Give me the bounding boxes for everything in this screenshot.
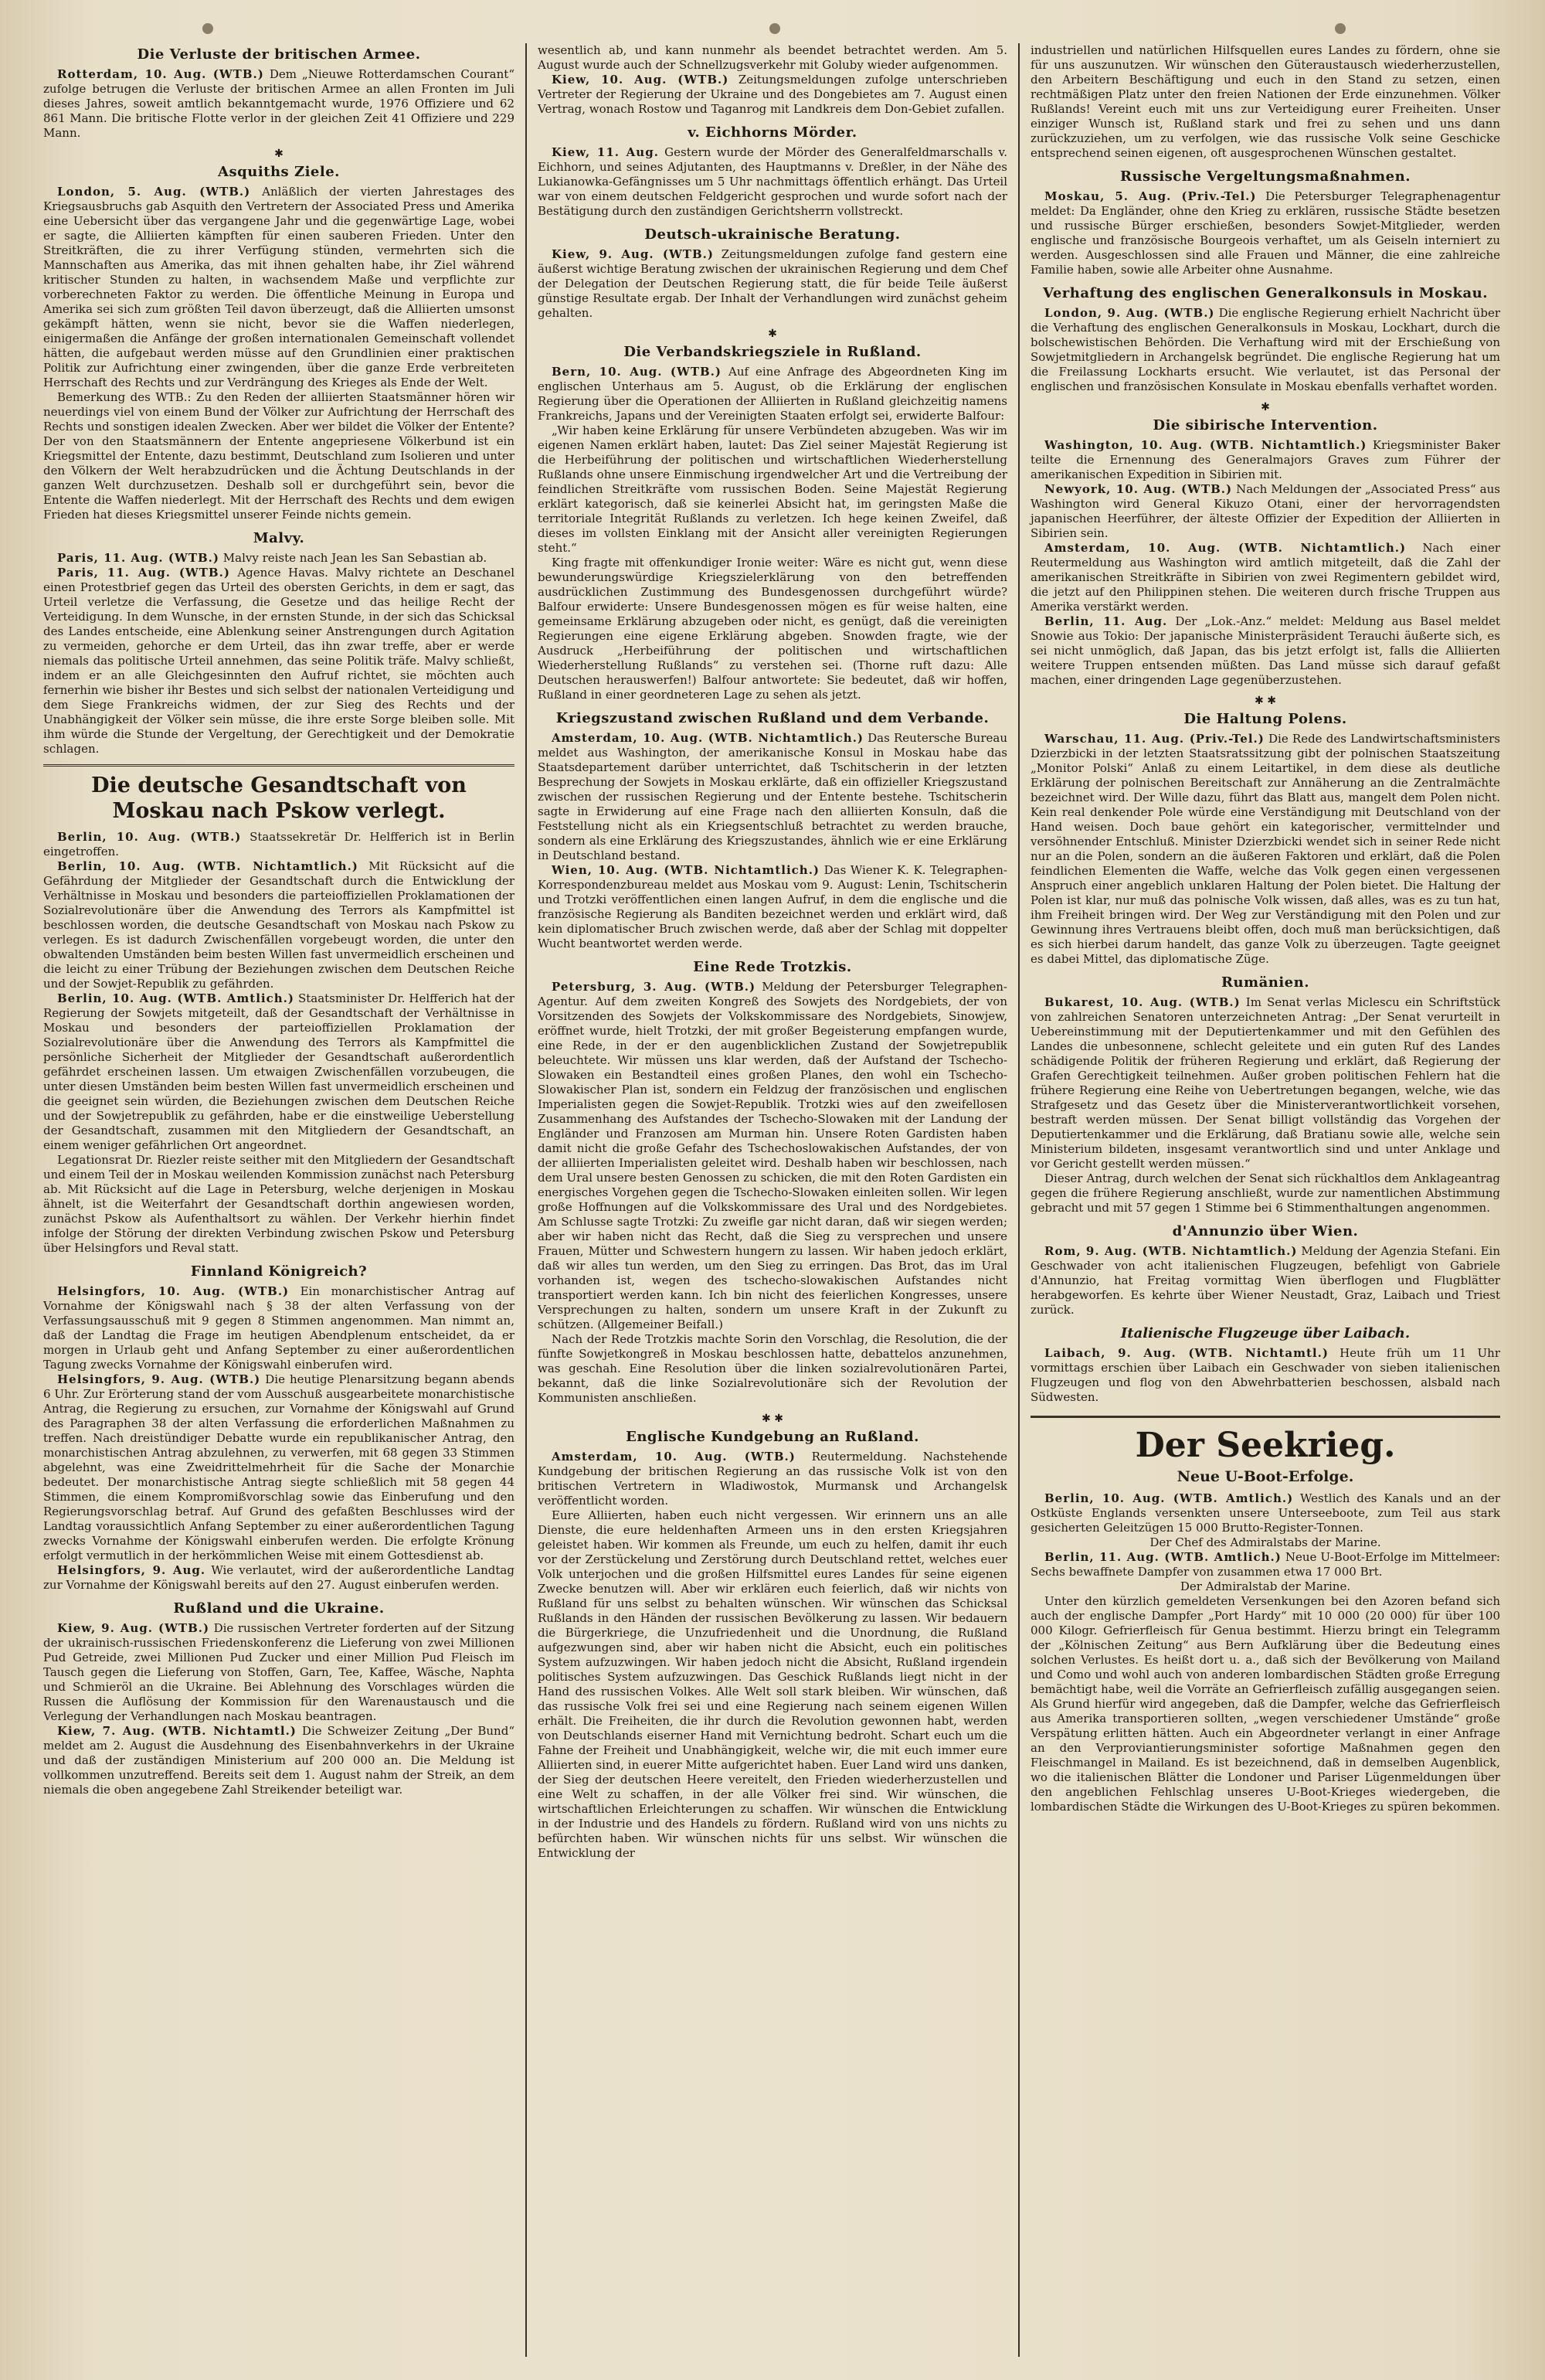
article-russia-ukraine [43,1600,514,1797]
dateline: Kiew, 9. Aug. (WTB.) [552,247,714,261]
headline: Italienische Flugzeuge über Laibach. [1120,1325,1411,1341]
paragraph [1031,438,1500,482]
body-text: Die Petersburger Telegraphenagentur meldet: Da Engländer, ohne den Krieg zu erklären, russische Städte besetzen und russische Bürger erschießen, besonders Sowjet-Mitglieder, werden englische und französische Bourgeois verhaftet, um als Geiseln interniert zu werden. Ausgeschlossen sind alle Frauen und Männer, die eine zahlreiche Familie haben, sowie alle Arbeiter ohne Ausnahme. [1031,189,1500,277]
paragraph [1031,189,1500,277]
body-text: Der „Lok.-Anz.“ meldet: Meldung aus Basel meldet Snowie aus Tokio: Der japanische Ministerpräsident Terauchi äußerte sich, es sei nicht unmöglich, daß Japan, das bis jetzt erfolgt ist, falls die Alliierten weitere Truppen entsenden müßten. Das Land müsse sich darauf gefaßt machen, einer dringenden Lage gegenüberzustehen. [1031,614,1501,687]
paragraph [1031,1244,1500,1318]
paragraph [538,145,1007,219]
paragraph [43,830,514,859]
paragraph [43,1563,514,1593]
headline: Englische Kundgebung an Rußland. [626,1429,919,1445]
paragraph [538,863,1007,951]
headline: Asquiths Ziele. [218,164,340,180]
paragraph [43,67,514,141]
separator: ✱ ✱ [1255,695,1276,707]
dateline: Berlin, 10. Aug. (WTB. Nichtamtlich.) [57,859,358,873]
paragraph: Dieser Antrag, durch welchen der Senat sich rückhaltlos dem Anklageantrag gegen die frühere Regierung anschließt, wurde zur namentlichen Abstimmung gebracht und mit 57 gegen 1 Stimme bei 6 Stimmenthaltungen angenommen. [1031,1171,1500,1215]
dateline: Kiew, 11. Aug. [552,145,659,159]
dateline: Rotterdam, 10. Aug. (WTB.) [57,67,264,81]
body-text: Kriegsminister Baker teilte die Ernennung des Generalmajors Graves zum Führer der amerikanischen Expedition in Sibirien mit. [1031,438,1500,481]
article-naval-war [1031,1416,1500,1814]
body-text: Die heutige Plenarsitzung begann abends 6 Uhr. Zur Erörterung stand der vom Ausschuß ausgearbeitete monarchistische Antrag, die Regierung zu ersuchen, zur Vornahme der Königswahl auf Grund des Paragraphen 38 der alten Verfassung die erforderlichen Maßnahmen zu treffen. Nach dreistündiger Debatte wurde ein republikanischer Antrag, den monarchistischen Antrag abzulehnen, zu verwerfen, mit 68 gegen 33 Stimmen abgelehnt, was eine Zweidrittelmehrheit für die Sache der Monarchie bedeutet. Der monarchistische Antrag siegte schließlich mit 58 gegen 44 Stimmen, die einem Kompromißvorschlag sowie das Einberufung und den Regierungsvorschlag betraf. Auf Grund des gefaßten Beschlusses wird der Landtag voraussichtlich Anfang September zu einer außerordentlichen Tagung zwecks Vornahme der Königswahl einberufen werden. Die erfolgte Krönung erfolgt vermutlich in der herkömmlichen Weise mit einem Gottesdienst ab. [43,1372,514,1562]
article-asquith [43,164,514,522]
body-text: Reutermeldung. Nachstehende Kundgebung der britischen Regierung an das russische Volk ist von den britischen Vertretern in Wladiwostok, Murmansk und Archangelsk veröffentlicht worden. [538,1450,1007,1508]
paragraph [1031,482,1500,541]
headline: Die sibirische Intervention. [1153,417,1378,434]
paragraph [1031,1491,1500,1535]
dateline: Helsingfors, 9. Aug. (WTB.) [57,1372,261,1386]
dateline: Warschau, 11. Aug. (Priv.-Tel.) [1044,732,1265,746]
binding-hole-center [769,23,780,34]
subheadline: Neue U-Boot-Erfolge. [1177,1468,1354,1485]
article-siberia [1031,417,1500,688]
paragraph [43,185,514,390]
headline: d'Annunzio über Wien. [1172,1223,1359,1239]
body-text: Westlich des Kanals und an der Ostküste Englands versenkten unsere Unterseeboote, zum Teil aus stark gesicherten Geleitzügen 15 000 Brutto-Register-Tonnen. [1031,1491,1500,1535]
body-text: Nach Meldungen der „Associated Press“ aus Washington wird General Kikuzo Otani, einer der hervorragendsten japanischen Heerführer, der älteste Offizier der Expedition der Alliierten in Sibirien sein. [1031,482,1500,540]
body-text: Zeitungsmeldungen zufolge unterschrieben Vertreter der Regierung der Ukraine und des Dongebietes am 7. August einen Vertrag, wonach Rostow und Taganrog mit Landkreis dem Don-Gebiet zufallen. [538,73,1007,116]
paragraph [1031,614,1500,688]
article-malvy [43,530,514,756]
paragraph [43,859,514,991]
paragraph: Unter den kürzlich gemeldeten Versenkungen bei den Azoren befand sich auch der englische Dampfer „Port Hardy“ mit 10 000 (20 000) für über 100 000 Kilogr. Gefrierfleisch für Genua bestimmt. Hierzu bringt ein Telegramm der „Kölnischen Zeitung“ aus Bern Aufklärung über die Bedeutung eines solchen Verlustes. Es heißt dort u. a., daß sich der Bevölkerung von Mailand und Como und wohl auch von anderen lombardischen Städten große Erregung bemächtigt habe, weil die Vorräte an Gefrierfleisch zufällig ausgegangen seien. Als Grund hierfür wird angegeben, daß die Dampfer, welche das Gefrierfleisch aus Amerika transportieren sollten, „wegen verschiedener Umstände“ große Verspätung erlitten hätten. Auch ein Abgeordneter verlangt in einer Anfrage an den Verproviantierungsminister sofortige Maßnahmen gegen den Fleischmangel in Mailand. Es ist bezeichnend, daß in demselben Augenblick, wo die italienischen Blätter die Londoner und Pariser Lügenmeldungen über den angeblichen Fehlschlag unseres U-Boot-Krieges wiedergeben, die lombardischen Städte die Wirkungen des U-Boot-Krieges zu spüren bekommen. [1031,1594,1500,1814]
body-text: Nach einer Reutermeldung aus Washington wird amtlich mitgeteilt, daß die Zahl der amerikanischen Streitkräfte in Sibirien von zwei Regimentern gebildet wird, die jetzt auf den Philippinen stehen. Die weiteren durch frische Truppen aus Amerika verstärkt werden. [1031,541,1500,614]
dateline: Berlin, 11. Aug. (WTB. Amtlich.) [1044,1550,1282,1564]
article-british-losses [43,46,514,141]
paragraph [538,73,1007,117]
body-text: Heute früh um 11 Uhr vormittags erschien über Laibach ein Geschwader von sieben italienischen Flugzeugen und flog von den Abwehrbatterien beschossen, alsbald nach Südwesten. [1031,1346,1500,1404]
body-text: Das Reutersche Bureau meldet aus Washington, der amerikanische Konsul in Moskau habe das Staatsdepartement darüber unterrichtet, daß Tschitscherin in der letzten Besprechung der Sowjets in Moskau erklärte, daß ein offizieller Kriegszustand zwischen der russischen Regierung und der Entente bestehe. Tschitscherin sagte in Erwiderung auf eine Frage nach den alliierten Konsuln, daß die Feststellung nicht als ein Kriegsentschluß betrachtet zu werden brauche, sondern als eine Erklärung des Kriegszustandes, ähnlich wie er eine Erklärung in Deutschland bestand. [538,731,1007,862]
article-german-ukrainian [538,226,1007,321]
paragraph [43,566,514,756]
body-text: Staatssekretär Dr. Helfferich ist in Berlin eingetroffen. [43,830,514,858]
paragraph: Nach der Rede Trotzkis machte Sorin den Vorschlag, die Resolution, die der fünfte Sowjetkongreß in Moskau beschlossen hatte, debattelos anzunehmen, was geschah. Eine Resolution über die linken sozialrevolutionären Partei, bekannt, daß die linke Sozialrevolutionäre sich der Revolution der Kommunisten anschließen. [538,1332,1007,1405]
article-embassy-moved [43,764,514,1256]
columns [32,43,1513,2357]
separator: ✱ [768,328,777,340]
body-text: Die englische Regierung erhielt Nachricht über die Verhaftung des englischen Generalkonsuls in Moskau, Lockhart, durch die bolschewistischen Behörden. Die Verhaftung wird mit der Erschießung von Sowjetmitgliedern in Archangelsk begründet. Die englische Regierung hat um die Freilassung Lockharts ersucht. Wie verlautet, ist das Personal der englischen und französischen Konsulate in Moskau ebenfalls verhaftet worden. [1031,306,1500,393]
paragraph [43,1284,514,1372]
dateline: London, 5. Aug. (WTB.) [57,185,251,199]
separator: ✱ [274,148,284,160]
dateline: Berlin, 10. Aug. (WTB. Amtlich.) [1044,1491,1294,1505]
dateline: Bern, 10. Aug. (WTB.) [552,365,722,379]
paragraph: wesentlich ab, und kann nunmehr als beendet betrachtet werden. Am 5. August wurde auch der Schnellzugsverkehr mit Goluby wieder aufgenommen. [538,43,1007,72]
body-text: Agence Havas. Malvy richtete an Deschanel einen Protestbrief gegen das Urteil des obersten Gerichts, in dem er sagt, das Urteil verletze die Verfassung, die Gesetze und das heilige Recht der Verteidigung. In dem Wunsche, in der ernsten Stunde, in der sich das Schicksal des Landes entscheide, eine Ablenkung seiner Anstrengungen durch Agitation zu vermeiden, gehorche er dem Urteil, das ihn zwar treffe, aber er werde niemals das politische Urteil annehmen, das seine Politik träfe. Malvy schließt, indem er an alle Gleichgesinnten den Aufruf richtet, sie möchten auch fernerhin wie bisher ihr Bestes und sich selbst der nationalen Verteidigung und dem Siege Frankreichs widmen, der zur Sieg des Rechts und der Unabhängigkeit der Völker sein müsse, die ihre erste Sorge bleiben solle. Mit ihm würde die Stunde der Vergeltung, der Gerechtigkeit und der Demokratie schlagen. [43,566,514,756]
headline: Finnland Königreich? [190,1263,368,1280]
dateline: Amsterdam, 10. Aug. (WTB. Nichtamtlich.) [1044,541,1407,555]
body-text: Gestern wurde der Mörder des Generalfeldmarschalls v. Eichhorn, und seines Adjutanten, des Hauptmanns v. Dreßler, in der Nähe des Lukianowka-Gefängnisses um 5 Uhr nachmittags öffentlich erhängt. Das Urteil war von einem deutschen Feldgericht gesprochen und wurde sofort nach der Bestätigung durch den zuständigen Gerichtsherrn vollstreckt. [538,145,1007,218]
paragraph [1031,1346,1500,1405]
paragraph: industriellen und natürlichen Hilfsquellen eures Landes zu fördern, ohne sie für uns auszunutzen. Wir wünschen den Güteraustausch wiederherzustellen, den Arbeitern Beschäftigung und euch in den Stand zu setzen, einen rechtmäßigen Platz unter den freien Nationen der Erde einzunehmen. Völker Rußlands! Vereint euch mit uns zur Verteidigung eurer Freiheiten. Unser einziger Wunsch ist, Rußland stark und frei zu sehen und uns dann zurückzuziehen, um zu verfolgen, wie das russische Volk seine Geschicke entsprechend seinen eigenen, oft ausgesprochenen Wünschen gestaltet. [1031,43,1500,160]
headline: Malvy. [253,530,305,546]
headline: Deutsch-ukrainische Beratung. [644,226,901,243]
body-text: Die Schweizer Zeitung „Der Bund“ meldet am 2. August die Ausdehnung des Eisenbahnverkehrs in der Ukraine und daß der zuständigen Ministerium auf 200 000 an. Die Meldung ist vollkommen unzutreffend. Bereits seit dem 1. August nahm der Streik, an dem niemals die oben angegebene Zahl Streikender beteiligt war. [43,1724,514,1797]
separator: ✱ [1261,401,1270,413]
article-war-aims [538,344,1007,702]
body-text: Neue U-Boot-Erfolge im Mittelmeer: Sechs bewaffnete Dampfer von zusammen etwa 17 000 Brt. [1031,1550,1500,1579]
headline-section: Der Seekrieg. [1031,1416,1500,1465]
article-russian-reprisals [1031,168,1500,277]
paragraph: Legationsrat Dr. Riezler reiste seither mit den Mitgliedern der Gesandtschaft und einem Teil der in Moskau weilenden Kommission zunächst nach Petersburg ab. Mit Rücksicht auf die Lage in Petersburg, welche derjenigen in Moskau ähnelt, ist die Weiterfahrt der Gesandtschaft dorthin angewiesen worden, zunächst Pskow als Aufenthaltsort zu wählen. Der Verkehr hierhin findet infolge der Störung der direkten Verbindung zwischen Pskow und Petersburg über Helsingfors und Reval statt. [43,1153,514,1255]
paragraph [1031,541,1500,614]
body-text: Meldung der Agenzia Stefani. Ein Geschwader von acht italienischen Flugzeugen, befehligt von Gabriele d'Annunzio, hat Freitag vormittag Wien überflogen und Flugblätter herabgeworfen. Es kehrte über Wiener Neustadt, Graz, Laibach und Triest zurück. [1031,1244,1500,1317]
separator: ✱ ✱ [762,1413,783,1425]
article-eichhorn [538,124,1007,219]
column-3 [1018,43,1511,2357]
binding-hole-right [1335,23,1346,34]
body-text: Meldung der Petersburger Telegraphen-Agentur. Auf dem zweiten Kongreß des Sowjets des Nordgebiets, der von Vorsitzenden des Sowjets der Volkskommissare des Nordgebiets, Sinowjew, eröffnet wurde, hielt Trotzki, der mit großer Begeisterung empfangen wurde, eine Rede, in der er den augenblicklichen Zustand der Sowjetrepublik beleuchtete. Wir müssen uns klar werden, daß der Aufstand der Tschecho-Slowaken ein Bestandteil eines großen Planes, den wohl ein Tschecho-Slowakischer Plan ist, sondern ein Feldzug der französischen und englischen Imperialisten gegen die Sowjet-Republik. Trotzki wies auf den zweifellosen Zusammenhang des Aufstandes der Tschecho-Slowaken mit der Landung der Engländer und Franzosen am Murman hin. Unsere Roten Gardisten haben damit nicht die große Gefahr des Tschechoslowakischen Aufstandes, der von der alliierten Imperialisten geleitet wird. Deshalb haben wir beschlossen, nach dem Ural unsere besten Genossen zu schicken, die mit den Roten Gardisten ein energisches Vorgehen gegen die Tschecho-Slowaken einleiten sollen. Wir legen große Hoffnungen auf die Volkskommissare des Ural und des Nordgebietes. Am Schlusse sagte Trotzki: Zu zweifle gar nicht daran, daß wir siegen werden; aber wir haben nicht das Recht, daß die Sieg zu versprechen und unsere Frauen, Mütter und Schwestern hungern zu lassen. Wir haben jedoch erklärt, daß wir alles tun werden, um den Sieg zu erringen. Das Brot, das im Ural vorhanden ist, wegen des tschecho-slowakischen Aufstandes nicht transportiert werden kann. Ich bin nicht des feierlichen Kongresses, unsere Versprechungen zu halten, sondern um unsere Kraft in der Zukunft zu schützen. (Allgemeiner Beifall.) [538,980,1008,1331]
body-text: Das Wiener K. K. Telegraphen-Korrespondenzbureau meldet aus Moskau vom 9. August: Lenin, Tschitscherin und Trotzki veröffentlichen einen langen Aufruf, in dem die englische und die französische Regierung als Banditen bezeichnet werden und erklärt wird, daß kein diplomatischer Bruch zwischen werde, daß aber der Schlag mit doppelter Wucht beantwortet werden werde. [538,863,1007,950]
dateline: Bukarest, 10. Aug. (WTB.) [1044,995,1241,1009]
body-text: Dem „Nieuwe Rotterdamschen Courant“ zufolge betrugen die Verluste der britischen Armee an allen Fronten im Juli dieses Jahres, soweit amtlich bekanntgemacht wurde, 1976 Offiziere und 62 861 Mann. Die britische Flotte verlor in der gleichen Zeit 41 Offiziere und 229 Mann. [43,67,514,140]
paragraph [1031,995,1500,1171]
paragraph [538,247,1007,321]
article-romania [1031,974,1500,1216]
dateline: Berlin, 11. Aug. [1044,614,1168,628]
headline: Rumänien. [1221,974,1309,991]
headline: Russische Vergeltungsmaßnahmen. [1120,168,1411,185]
dateline: Paris, 11. Aug. (WTB.) [57,566,230,580]
paragraph [1031,732,1500,967]
body-text: Im Senat verlas Miclescu ein Schriftstück von zahlreichen Senatoren unterzeichneten Antrag: „Der Senat verurteilt in Uebereinstimmung mit der Deputiertenkammer und mit den Gefühlen des Landes die unbesonnene, schlecht geleitete und ein guten Ruf des Landes schädigende Politik der früheren Regierung und erklärt, daß Regierung der Grafen Gerechtigkeit teilnehmen. Außer groben politischen Fehlern hat die frühere Regierung eine Reihe von Uebertretungen begangen, welche, wie das Strafgesetz und das Gesetz über die Ministerverantwortlichkeit vorsehen, bestraft werden müssen. Der Senat billigt vollständig das Vorgehen der Deputiertenkammer und die Erklärung, daß Bratianu sowie alle, welche sein Ministerium bildeten, insgesamt verantwortlich sind und unter Anklage und vor Gericht gestellt werden müssen.“ [1031,995,1500,1171]
column-2 [525,43,1018,2357]
body-text: Die russischen Vertreter forderten auf der Sitzung der ukrainisch-russischen Friedenskonferenz die Lieferung von zwei Millionen Pud Getreide, zwei Millionen Pud Zucker und einer Million Pud Fleisch im Tausch gegen die Lieferung von Stoffen, Garn, Tee, Kaffee, Wäsche, Naphta und Schmieröl an die Ukraine. Bei Ablehnung des Vorschlages würden die Russen die Auflösung der Kommission für den Warenaustausch und die Verlegung der Verhandlungen nach Moskau beantragen. [43,1621,515,1723]
signature-line: Der Chef des Admiralstabs der Marine. [1149,1535,1381,1549]
article-laibach [1031,1325,1500,1405]
paragraph [43,1724,514,1797]
article-finland [43,1263,514,1593]
body-text: Staatsminister Dr. Helfferich hat der Regierung der Sowjets mitgeteilt, daß der Gesandtschaft der Verhältnisse in Moskau und besonders der parteioffiziellen Proklamation der Sozialrevolutionäre über die Anwendung des Terrors als Kampfmittel die persönliche Sicherheit der Mitglieder der Gesandtschaft außerordentlich gefährdet erscheinen lassen. Um etwaigen Zwischenfällen vorzubeugen, die unter diesen Umständen beim besten Willen fast unvermeidlich erscheinen und die geeignet sein würden, die Beziehungen zwischen dem Deutschen Reiche und der Sowjetrepublik zu gefährden, habe er die einstweilige Ueberstellung der Gesandtschaft, zusammen mit den Mitgliedern der Gesandtschaft, an einem weniger gefährlichen Ort angeordnet. [43,991,514,1152]
article-english-declaration [538,1429,1007,1861]
dateline: Berlin, 10. Aug. (WTB.) [57,830,242,844]
dateline: Rom, 9. Aug. (WTB. Nichtamtlich.) [1044,1244,1298,1258]
headline: Die Verluste der britischen Armee. [137,46,421,63]
paragraph [538,731,1007,863]
dateline: Berlin, 10. Aug. (WTB. Amtlich.) [57,991,294,1005]
dateline: Paris, 11. Aug. (WTB.) [57,551,219,565]
headline: Verhaftung des englischen Generalkonsuls in Moskau. [1043,285,1488,301]
paragraph: Eure Alliierten, haben euch nicht vergessen. Wir erinnern uns an alle Dienste, die eure heldenhaften Armeen uns in den ersten Kriegsjahren geleistet haben. Wir kommen als Freunde, um euch zu helfen, damit ihr euch vor der Zerstückelung und Zerstörung durch Deutschland rettet, welches euer Volk unterjochen und die großen Hilfsmittel eures Landes für seine eigenen Zwecke benutzen will. Aber wir erklären euch feierlich, daß wir nichts von Rußland für uns selbst zu behalten wünschen. Wir wünschen das Schicksal Rußlands in den Händen der russischen Bevölkerung zu lassen. Wir bedauern die Bürgerkriege, die Unzufriedenheit und die Unordnung, die Rußland aufgezwungen sind, aber wir haben nicht die Absicht, euch ein politisches System aufzuzwingen. Wir haben jedoch nicht die Absicht, Rußland irgendein politisches System aufzuzwingen. Das Geschick Rußlands liegt nicht in der Hand des russischen Volkes. Alle Welt soll stark bleiben. Wir wünschen, daß das russische Volk frei sei und eine Regierung nach seinem eigenen Willen erhält. Die Freiheiten, die ihr durch die Revolution gewonnen habt, werden von Deutschlands eiserner Hand mit Vernichtung bedroht. Schart euch um die Fahne der Freiheit und Unabhängigkeit, welche wir, die mit euch immer eure Alliierten sind, in euerer Mitte aufgerichtet haben. Euer Land wird uns danken, der Sieg der deutschen Heere vereitelt, den Frieden wiederherzustellen und eine Welt zu schaffen, in der alle Völker frei sind. Wir wünschen, die wirtschaftlichen Erleichterungen zu schaffen. Wir wünschen die Entwicklung in der Industrie und des Handels zu fördern. Rußland wird von uns nichts zu befürchten haben. Wir wünschen nichts für uns selbst. Wir wünschen die Entwicklung der [538,1508,1007,1860]
article-dannunzio [1031,1223,1500,1318]
article-continuation [1031,43,1500,161]
dateline: Washington, 10. Aug. (WTB. Nichtamtlich.) [1044,438,1367,452]
dateline: Wien, 10. Aug. (WTB. Nichtamtlich.) [552,863,820,877]
dateline: London, 9. Aug. (WTB.) [1044,306,1215,320]
headline: Kriegszustand zwischen Rußland und dem Verbande. [555,710,990,726]
paragraph [1031,1550,1500,1579]
article-consul-arrest [1031,285,1500,394]
paragraph [1031,306,1500,394]
body-text: Wie verlautet, wird der außerordentliche Landtag zur Vornahme der Königswahl bereits auf den 27. August einberufen werden. [43,1563,514,1592]
headline: v. Eichhorns Mörder. [688,124,857,141]
headline-large: Die deutsche Gesandtschaft von Moskau nach Pskow verlegt. [43,764,514,824]
headline: Die Haltung Polens. [1183,711,1347,727]
article-state-of-war [538,710,1007,951]
dateline: Newyork, 10. Aug. (WTB.) [1044,482,1233,496]
signature-line: Der Admiralstab der Marine. [1180,1579,1351,1593]
paragraph: „Wir haben keine Erklärung für unsere Verbündeten abzugeben. Was wir im eigenen Namen erklärt haben, lautet: Das Ziel seiner Majestät Regierung ist die Herbeiführung der politischen und wirtschaftlichen Wiederherstellung Rußlands ohne unsere Einmischung irgendwelcher Art und die Vertreibung der feindlichen Streitkräfte vom russischen Boden. Seine Majestät Regierung erklärt kategorisch, daß sie keinerlei Absicht hat, im geringsten Maße die territoriale Integrität Rußlands zu verletzen. Ich hege keinen Zweifel, daß dieses im vollsten Einklang mit der Ansicht aller vereinigten Regierungen steht.“ [538,423,1007,555]
headline: Eine Rede Trotzkis. [693,959,852,975]
dateline: Laibach, 9. Aug. (WTB. Nichtamtl.) [1044,1346,1329,1360]
dateline: Helsingfors, 9. Aug. [57,1563,206,1577]
paragraph [43,551,514,566]
body-text: Auf eine Anfrage des Abgeordneten King im englischen Unterhaus am 5. August, ob die Erklärung der englischen Regierung über die Operationen der Alliierten in Rußland gleichzeitig namens Frankreichs, Japans und der Vereinigten Staaten erfolgt sei, erwiderte Balfour: [538,365,1007,423]
dateline: Kiew, 7. Aug. (WTB. Nichtamtl.) [57,1724,297,1738]
dateline: Helsingfors, 10. Aug. (WTB.) [57,1284,290,1298]
paragraph: King fragte mit offenkundiger Ironie weiter: Wäre es nicht gut, wenn diese bewunderungswürdige Kriegszielerklärung von den betreffenden ausdrücklichen Zustimmung des Bundesgenossen durchgeführt würde? Balfour erwiderte: Unsere Bundesgenossen mögen es für weise halten, eine gemeinsame Erklärung abzugeben oder nicht, es genügt, daß die vereinigten Regierungen eine eigene Erklärung abgeben. Snowden fragte, wie der Ausdruck „Herbeiführung der politischen und wirtschaftlichen Wiederherstellung Rußlands“ zu verstehen sei. (Thorne ruft dazu: Alle Deutschen herauswerfen!) Balfour antwortete: Sie bedeutet, daß wir hoffen, Rußland in einer geordneteren Lage zu sehen als jetzt. [538,556,1007,702]
body-text: Mit Rücksicht auf die Gefährdung der Mitglieder der Gesandtschaft durch die Entwicklung der Verhältnisse in Moskau und besonders die parteioffiziellen Proklamationen der Sozialrevolutionäre über die Anwendung des Terrors als Kampfmittel ist beschlossen worden, die deutsche Gesandtschaft von Moskau nach Pskow zu verlegen. Es ist dadurch Zwischenfällen vorgebeugt worden, die unter den obwaltenden Umständen beim besten Willen fast unvermeidlich erscheinen und die leicht zu einer Trübung der Beziehungen zwischen dem Deutschen Reiche und der Sowjet-Republik zu gefährden. [43,859,514,991]
paragraph [538,365,1007,423]
paragraph: Bemerkung des WTB.: Zu den Reden der alliierten Staatsmänner hören wir neuerdings viel von einem Bund der Völker zur Aufrichtung der Herrschaft des Rechts und sonstigen idealen Zwecken. Aber wer bildet die Völker der Entente? Der von den Staatsmännern der Entente angepriesene Völkerbund ist ein Kriegsmittel der Entente, dazu bestimmt, Deutschland zum Isolieren und unter den Völkern der Welt herabzudrücken und die Ächtung Deutschlands in der ganzen Welt durchzusetzen. Deshalb soll er durchgeführt sein, bevor die Entente die Waffen niederlegt. Mit der Herrschaft des Rechts und dem ewigen Frieden hat dieses Kriegsmittel unserer Feinde nichts gemein. [43,390,514,522]
dateline: Amsterdam, 10. Aug. (WTB.) [552,1450,796,1464]
body-text: Die Rede des Landwirtschaftsministers Dzierzbicki in der letzten Staatsratssitzung gibt der polnischen Staatszeitung „Monitor Polski“ Anlaß zu einem Leitartikel, in dem diese als deutliche Erklärung der polnischen Bereitschaft zur Annäherung an die Zentralmächte bezeichnet wird. Der Wille dazu, führt das Blatt aus, mangelt dem Polen nicht. Kein real denkender Pole würde eine Verständigung mit Deutschland von der Hand weisen. Doch baue gehört ein kategorischer, vermittelnder und versöhnender Entschluß. Minister Dzierzbicki wendet sich in seiner Rede nicht nur an die Polen, sondern an die äußeren Faktoren und erklärt, daß die Polen feindlichen Elementen die Waffe, welche das Volk gegen einen vergessenen Anspruch einer angeblich unklaren Haltung der Polen bietet. Die Haltung der Polen ist klar, nur muß das polnische Volk wissen, daß alles, was es zu tun hat, ihm Freiheit bringen wird. Der Weg zur Verständigung mit den Polen und zur Gewinnung ihres Vertrauens bleibt offen, doch muß man berücksichtigen, daß es sich hierbei darum handelt, das ganze Volk zu überzeugen. Tagte geeignet es dabei Mittel, das diplomatische Züge. [1031,732,1500,966]
body-text: Zeitungsmeldungen zufolge fand gestern eine äußerst wichtige Beratung zwischen der ukrainischen Regierung und dem Chef der Delegation der Deutschen Regierung statt, die für beide Teile äußerst günstige Resultate ergab. Der Inhalt der Verhandlungen wird zunächst geheim gehalten. [538,247,1007,320]
dateline: Moskau, 5. Aug. (Priv.-Tel.) [1044,189,1257,203]
paragraph [538,1450,1007,1508]
binding-hole-left [202,23,213,34]
body-text: Malvy reiste nach Jean les San Sebastian ab. [222,551,487,565]
article-trotsky-speech [538,959,1007,1406]
article-poland [1031,711,1500,967]
dateline: Petersburg, 3. Aug. (WTB.) [552,980,756,994]
paragraph [43,991,514,1153]
headline: Rußland und die Ukraine. [173,1600,385,1617]
body-text: Ein monarchistischer Antrag auf Vornahme der Königswahl nach § 38 der alten Verfassung von der Verfassungsausschuß mit 9 gegen 8 Stimmen angenommen. Man nimmt an, daß der Landtag die Frage im heutigen Abendplenum entscheidet, da er morgen in Urlaub geht und Anfang September zu einer außerordentlichen Tagung zwecks Vornahme der Königswahl einberufen wird. [43,1284,514,1372]
paragraph [43,1372,514,1563]
headline: Die Verbandskriegsziele in Rußland. [623,344,922,360]
dateline: Kiew, 9. Aug. (WTB.) [57,1621,210,1635]
body-text: Anläßlich der vierten Jahrestages des Kriegsausbruchs gab Asquith den Vertretern der Associated Press und Amerika eine Uebersicht über das vergangene Jahr und die gegenwärtige Lage, wobei er sagte, die Alliierten kämpften für einen sauberen Frieden. Unter den Streitkräften, die zu ihrer Verfügung stünden, vermehrten sich die Mannschaften aus Amerika, das mit ihnen gehalten habe, ihr Ziel während kritischer Stunden zu halten, in wachsendem Maße und verpflichte zur vorberechneten Faktor zu werden. Die öffentliche Meinung in Europa und Amerika sei sich zum größten Teil davon überzeugt, daß die Alliierten umsonst gekämpft hätten, wenn sie nicht, bevor sie die Waffen niederlegen, einigermaßen die Anfänge der großen internationalen Gemeinschaft vollendet hätten, die aufgebaut werden müsse auf den Grundlinien einer praktischen Politik zur Aufrichtung einer zwingenden, über die ganze Erde verbreiteten Herrschaft des Rechts und zur Verdrängung des Krieges als Ende der Welt. [43,185,514,389]
paragraph [43,1621,514,1724]
paragraph [538,980,1007,1332]
article-continuation [538,43,1007,117]
column-1 [32,43,525,2357]
dateline: Kiew, 10. Aug. (WTB.) [552,73,729,87]
dateline: Amsterdam, 10. Aug. (WTB. Nichtamtlich.) [552,731,864,745]
